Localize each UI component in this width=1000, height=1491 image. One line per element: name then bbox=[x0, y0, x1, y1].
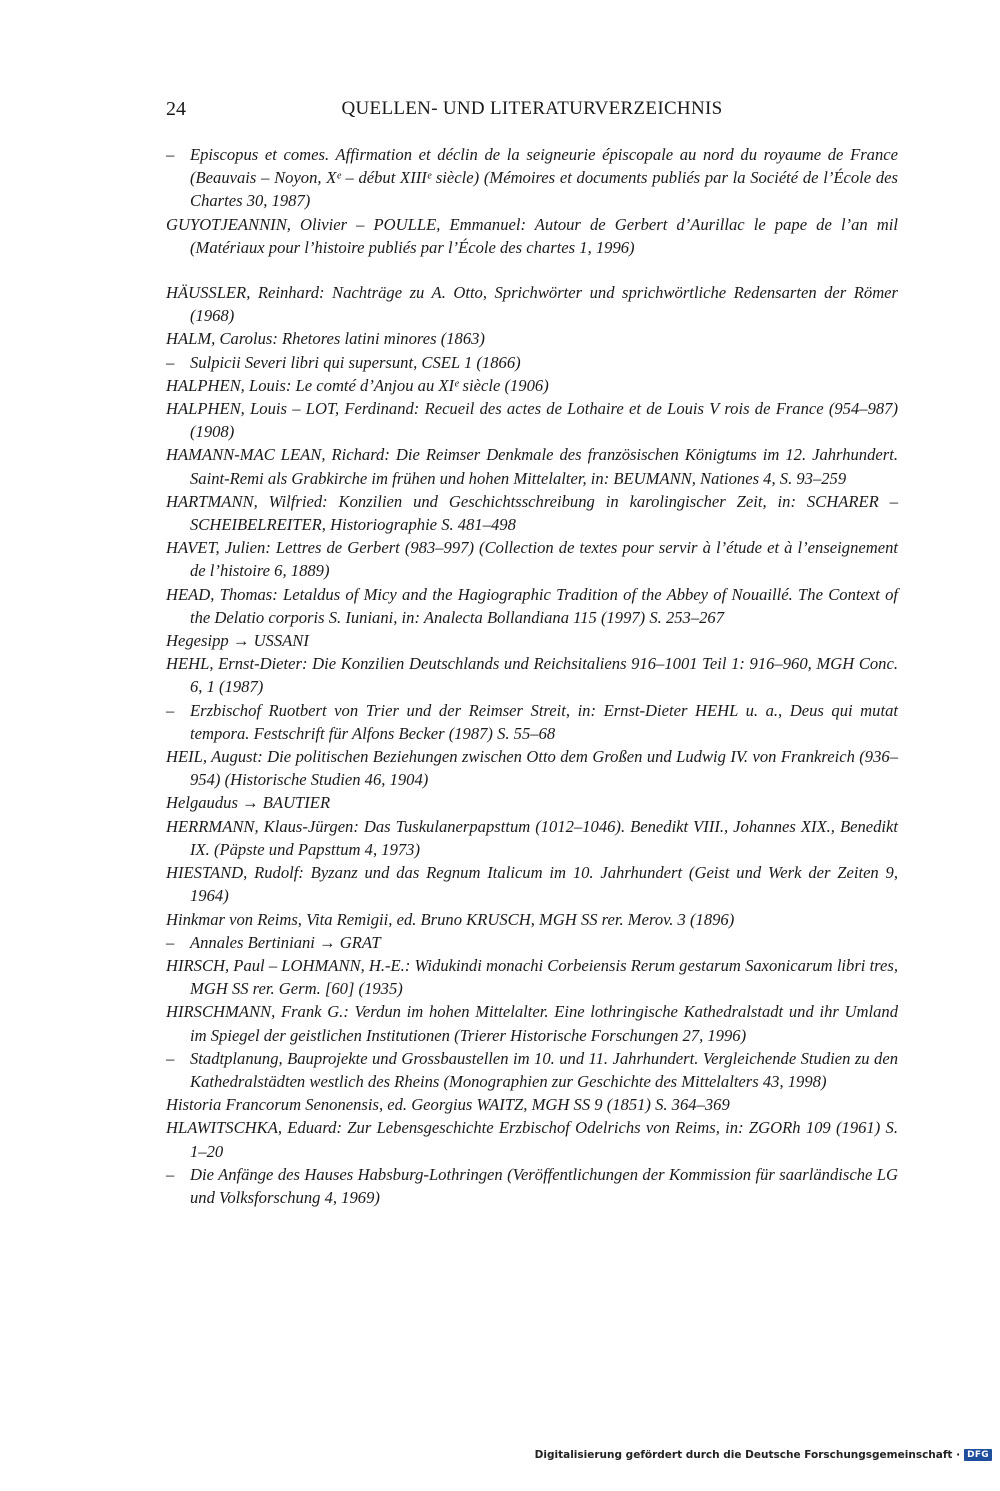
bibliography-entry: HEIL, August: Die politischen Beziehungen zwischen Otto dem Großen und Ludwig IV. von Frankreich (936–954) (Historische Studien 46, 1904) bbox=[166, 747, 898, 790]
bibliography-subentry: – Die Anfänge des Hauses Habsburg-Lothringen (Veröffentlichungen der Kommission für saarländische LG und Volksforschung 4, 1969) bbox=[166, 1163, 898, 1209]
bibliography-subentry: – Sulpicii Severi libri qui supersunt, CSEL 1 (1866) bbox=[166, 351, 898, 374]
bibliography-entry: HALPHEN, Louis: Le comté d’Anjou au XIᵉ siècle (1906) bbox=[166, 375, 549, 395]
bibliography-entry: HLAWITSCHKA, Eduard: Zur Lebensgeschichte Erzbischof Odelrichs von Reims, in: ZGORh 109 (1961) S. 1–20 bbox=[166, 1118, 898, 1161]
bibliography-subentry: – Erzbischof Ruotbert von Trier und der Reimser Streit, in: Ernst-Dieter HEHL u. a., Deus qui mutat tempora. Festschrift für Alfons Becker (1987) S. 55–68 bbox=[166, 699, 898, 745]
bibliography-entry: GUYOTJEANNIN, Olivier – POULLE, Emmanuel: Autour de Gerbert d’Aurillac le pape de l’an mil (Matériaux pour l’histoire publiés par l’École des chartes 1, 1996) bbox=[166, 214, 898, 257]
bibliography-entry: HALPHEN, Louis – LOT, Ferdinand: Recueil des actes de Lothaire et de Louis V rois de France (954–987) (1908) bbox=[166, 399, 898, 442]
bibliography-entry: Historia Francorum Senonensis, ed. Georgius WAITZ, MGH SS 9 (1851) S. 364–369 bbox=[166, 1095, 730, 1115]
footer-credit bbox=[535, 1447, 992, 1463]
bibliography-entry: HEAD, Thomas: Letaldus of Micy and the Hagiographic Tradition of the Abbey of Nouaillé. The Context of the Delatio corporis S. Iuniani, in: Analecta Bollandiana 115 (1997) S. 253–267 bbox=[166, 584, 898, 627]
page-number: 24 bbox=[166, 98, 186, 120]
bibliography-entry: HAVET, Julien: Lettres de Gerbert (983–997) (Collection de textes pour servir à l’étude et à l’enseignement de l’histoire 6, 1889) bbox=[166, 538, 898, 581]
bibliography-entry: HERRMANN, Klaus-Jürgen: Das Tuskulanerpapsttum (1012–1046). Benedikt VIII., Johannes XIX., Benedikt IX. (Päpste und Papsttum 4, 1973) bbox=[166, 816, 898, 859]
bibliography-entry: HIRSCHMANN, Frank G.: Verdun im hohen Mittelalter. Eine lothringische Kathedralstadt und ihr Umland im Spiegel der geistlichen Institutionen (Trierer Historische Forschungen 27, 1996) bbox=[166, 1002, 898, 1045]
page-header bbox=[166, 98, 898, 126]
bibliography-entry: Hinkmar von Reims, Vita Remigii, ed. Bruno KRUSCH, MGH SS rer. Merov. 3 (1896) bbox=[166, 909, 735, 929]
dfg-logo: DFG bbox=[964, 1449, 992, 1461]
bibliography-entry: HARTMANN, Wilfried: Konzilien und Geschichtsschreibung in karolingischer Zeit, in: SCHARER – SCHEIBELREITER, Historiographie S. 481–498 bbox=[166, 491, 898, 535]
bibliography-entry: HEHL, Ernst-Dieter: Die Konzilien Deutschlands und Reichsitaliens 916–1001 Teil 1: 916–960, MGH Conc. 6, 1 (1987) bbox=[166, 654, 898, 697]
bibliography-subentry: – Stadtplanung, Bauprojekte und Grossbaustellen im 10. und 11. Jahrhundert. Vergleichende Studien zu den Kathedralstädten westlich des Rheins (Monographien zur Geschichte des Mittelalters 43, 1998) bbox=[166, 1047, 898, 1093]
running-title: QUELLEN- UND LITERATURVERZEICHNIS bbox=[341, 98, 723, 119]
bibliography-entry: HAMANN-MAC LEAN, Richard: Die Reimser Denkmale des französischen Königtums im 12. Jahrhundert. Saint-Remi als Grabkirche im frühen und hohen Mittelalter, in: BEUMANN, Nationes 4, S. 93–259 bbox=[166, 445, 898, 488]
bibliography-entry: HIESTAND, Rudolf: Byzanz und das Regnum Italicum im 10. Jahrhundert (Geist und Werk der Zeiten 9, 1964) bbox=[166, 863, 898, 906]
bibliography-entry: Helgaudus → BAUTIER bbox=[166, 793, 331, 813]
section-gap bbox=[166, 259, 898, 281]
bibliography-list bbox=[166, 143, 898, 1209]
bibliography-entry: Hegesipp → USSANI bbox=[166, 631, 309, 651]
bibliography-entry: HIRSCH, Paul – LOHMANN, H.-E.: Widukindi monachi Corbeiensis Rerum gestarum Saxonicarum libri tres, MGH SS rer. Germ. [60] (1935) bbox=[166, 955, 898, 999]
bibliography-subentry: – Annales Bertiniani → GRAT bbox=[166, 931, 898, 954]
bibliography-entry: HALM, Carolus: Rhetores latini minores (1863) bbox=[166, 329, 485, 349]
footer-text: Digitalisierung gefördert durch die Deutsche Forschungsgemeinschaft · bbox=[534, 1449, 961, 1461]
bibliography-subentry: – Episcopus et comes. Affirmation et déclin de la seigneurie épiscopale au nord du royaume de France (Beauvais – Noyon, Xᵉ – début XIIIᵉ siècle) (Mémoires et documents publiés par la Société de l’École des Chartes 30, 1987) bbox=[166, 143, 898, 213]
bibliography-entry: HÄUSSLER, Reinhard: Nachträge zu A. Otto, Sprichwörter und sprichwörtliche Redensarten der Römer (1968) bbox=[166, 283, 898, 326]
